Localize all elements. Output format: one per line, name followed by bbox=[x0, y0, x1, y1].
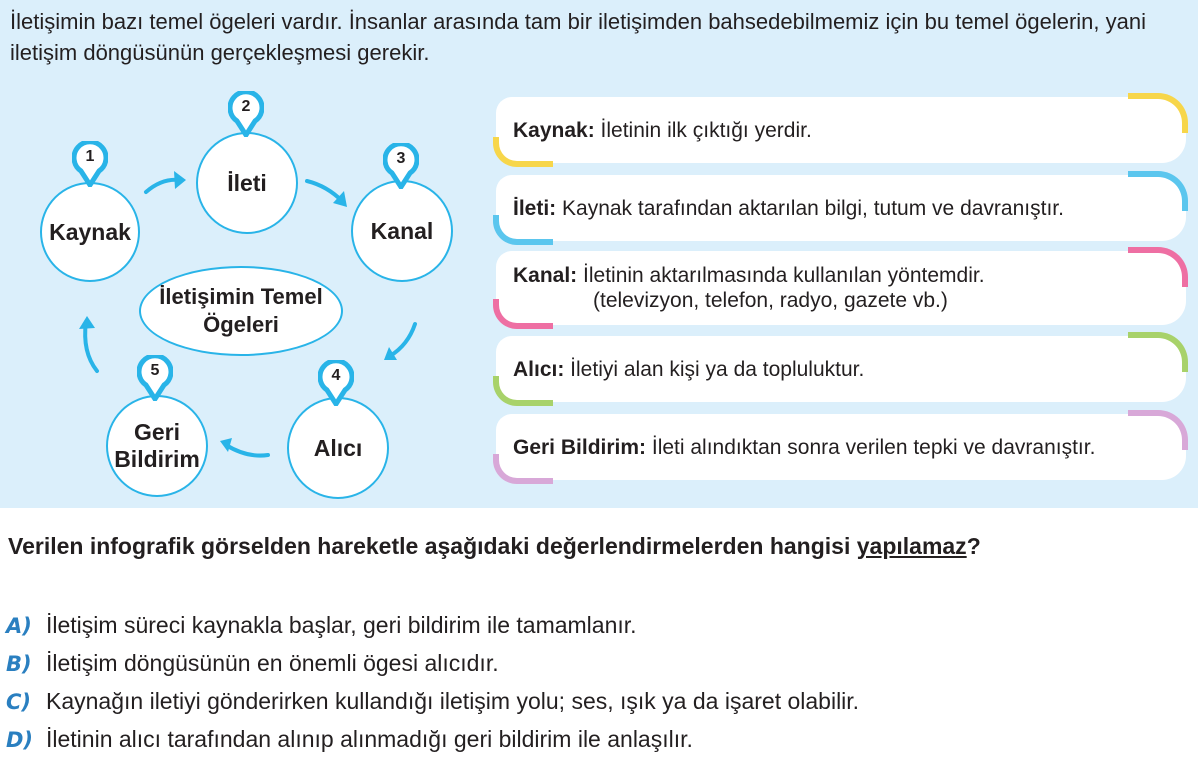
node-ileti: İleti bbox=[196, 132, 298, 234]
node-2-pin: 2 bbox=[228, 91, 264, 137]
definition-cards bbox=[496, 0, 1186, 508]
option-letter: C) bbox=[6, 690, 32, 714]
option-b[interactable] bbox=[6, 650, 499, 677]
option-text: İletişim süreci kaynakla başlar, geri bildirim ile tamamlanır. bbox=[46, 612, 637, 638]
question-text: Verilen infografik görselden hareketle aşağıdaki değerlendirmelerden hangisi yapılamaz? bbox=[8, 533, 981, 559]
node-kaynak: Kaynak bbox=[40, 182, 140, 282]
option-a[interactable] bbox=[6, 612, 637, 639]
option-letter: A) bbox=[6, 614, 32, 638]
arrow-alici-geri bbox=[226, 445, 268, 456]
definition-card-geri-bildirim: Geri Bildirim: İleti alındıktan sonra verilen tepki ve davranıştır. bbox=[496, 414, 1186, 480]
node-alici: Alıcı bbox=[287, 397, 389, 499]
option-text: İletişim döngüsünün en önemli ögesi alıcıdır. bbox=[46, 650, 499, 676]
node-3-pin: 3 bbox=[383, 143, 419, 189]
communication-cycle-diagram bbox=[0, 0, 480, 508]
arrow-kanal-alici bbox=[390, 324, 415, 356]
node-geri-bildirim: Geri Bildirim bbox=[106, 395, 208, 497]
option-letter: D) bbox=[6, 728, 34, 752]
node-4-pin: 4 bbox=[318, 360, 354, 406]
definition-card-kanal: Kanal: İletinin aktarılmasında kullanılan yöntemdir. (televizyon, telefon, radyo, gazete vb.) bbox=[496, 251, 1186, 325]
question-emphasis: yapılamaz bbox=[856, 533, 967, 559]
option-d[interactable] bbox=[6, 726, 693, 753]
option-text: Kaynağın iletiyi gönderirken kullandığı iletişim yolu; ses, ışık ya da işaret olabilir. bbox=[46, 688, 860, 714]
node-5-pin: 5 bbox=[137, 355, 173, 401]
definition-card-alici: Alıcı: İletiyi alan kişi ya da topluluktur. bbox=[496, 336, 1186, 402]
option-text: İletinin alıcı tarafından alınıp alınmadığı geri bildirim ile anlaşılır. bbox=[46, 726, 693, 752]
center-title-oval: İletişimin Temel Ögeleri bbox=[139, 266, 343, 356]
arrow-geri-kaynak bbox=[85, 322, 97, 371]
definition-card-kaynak: Kaynak: İletinin ilk çıktığı yerdir. bbox=[496, 97, 1186, 163]
definition-card-ileti: İleti: Kaynak tarafından aktarılan bilgi, tutum ve davranıştır. bbox=[496, 175, 1186, 241]
node-1-pin: 1 bbox=[72, 141, 108, 187]
arrow-ileti-kanal bbox=[307, 181, 342, 201]
intro-text: İletişimin bazı temel ögeleri vardır. İnsanlar arasında tam bir iletişimden bahsedebilmemiz için bu temel ögelerin, yani iletişim döngüsünün gerçekleşmesi gerekir. bbox=[10, 9, 1146, 65]
option-letter: B) bbox=[6, 652, 32, 676]
node-kanal: Kanal bbox=[351, 180, 453, 282]
option-c[interactable] bbox=[6, 688, 859, 715]
